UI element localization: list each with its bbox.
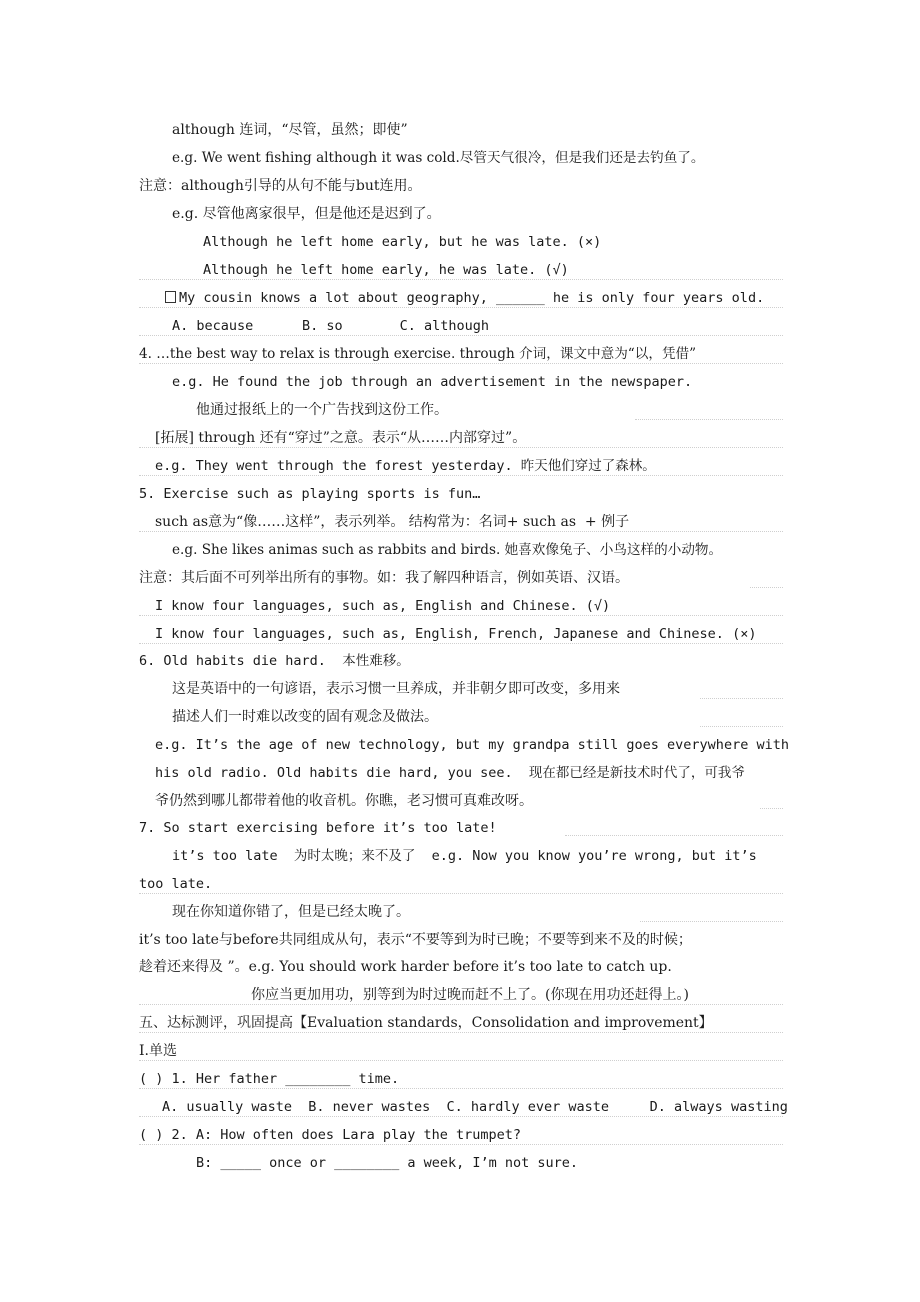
guide-line xyxy=(139,1032,783,1033)
section-6-heading: 6. Old habits die hard. 本性难移。 xyxy=(139,653,410,669)
although-note: 注意：although引导的从句不能与but连用。 xyxy=(139,178,422,194)
too-late-definition: it’s too late 为时太晚；来不及了 e.g. Now you know you’re wrong, but it’s xyxy=(172,848,757,864)
practice-options: A. because B. so C. although xyxy=(172,318,489,334)
such-as-definition: such as意为“像……这样”，表示列举。 结构常为：名词+ such as + 例子 xyxy=(155,514,630,530)
although-example: e.g. We went fishing although it was cold.尽管天气很冷，但是我们还是去钓鱼了。 xyxy=(172,150,705,166)
proverb-example-2: his old radio. Old habits die hard, you see. 现在都已经是新技术时代了，可我爷 xyxy=(155,765,745,781)
before-explanation-2: 趁着还来得及 ”。e.g. You should work harder before it’s too late to catch up. xyxy=(139,959,672,975)
guide-line xyxy=(139,615,783,616)
guide-line xyxy=(139,1116,783,1117)
question-1: ( ) 1. Her father ________ time. xyxy=(139,1071,400,1087)
although-example-2: e.g. 尽管他离家很早，但是他还是迟到了。 xyxy=(172,206,441,222)
checkbox-icon xyxy=(165,291,176,303)
guide-line xyxy=(139,643,783,644)
single-choice-heading: Ⅰ.单选 xyxy=(139,1043,177,1059)
guide-line xyxy=(139,1144,783,1145)
too-late-translation: 现在你知道你错了，但是已经太晚了。 xyxy=(172,904,410,920)
guide-line xyxy=(700,698,783,699)
before-explanation-1: it’s too late与before共同组成从句，表示“不要等到为时已晚；不要等到来不及的时候； xyxy=(139,932,692,948)
guide-line xyxy=(139,1088,783,1089)
practice-question: My cousin knows a lot about geography, ______ he is only four years old. xyxy=(165,289,764,307)
such-as-correct: I know four languages, such as, English and Chinese. (√) xyxy=(155,598,611,614)
such-as-note: 注意：其后面不可列举出所有的事物。如：我了解四种语言，例如英语、汉语。 xyxy=(139,570,629,586)
section-five-heading: 五、达标测评，巩固提高【Evaluation standards，Consolidation and improvement】 xyxy=(139,1015,713,1031)
guide-line xyxy=(139,1060,783,1061)
proverb-explanation-1: 这是英语中的一句谚语，表示习惯一旦养成，并非朝夕即可改变，多用来 xyxy=(172,681,620,697)
question-2-answer-line: B: _____ once or ________ a week, I’m not sure. xyxy=(196,1155,579,1171)
guide-line xyxy=(139,335,783,336)
guide-line xyxy=(139,1004,783,1005)
too-late-example-end: too late. xyxy=(139,876,213,892)
correct-sentence: Although he left home early, he was late. (√) xyxy=(203,262,569,278)
question-1-options: A. usually waste B. never wastes C. hardly ever waste D. always wasting xyxy=(162,1099,788,1115)
guide-line xyxy=(139,475,783,476)
guide-line xyxy=(750,587,783,588)
guide-line xyxy=(139,531,783,532)
guide-line xyxy=(635,419,783,420)
guide-line xyxy=(139,447,783,448)
proverb-example-1: e.g. It’s the age of new technology, but my grandpa still goes everywhere with xyxy=(155,737,789,753)
through-extension: [拓展] through 还有“穿过”之意。表示“从……内部穿过”。 xyxy=(155,430,527,446)
guide-line xyxy=(139,307,783,308)
although-definition: although 连词，“尽管，虽然；即使” xyxy=(172,122,408,138)
guide-line xyxy=(700,726,783,727)
proverb-explanation-2: 描述人们一时难以改变的固有观念及做法。 xyxy=(172,709,438,725)
through-translation: 他通过报纸上的一个广告找到这份工作。 xyxy=(196,402,448,418)
proverb-example-3: 爷仍然到哪儿都带着他的收音机。你瞧，老习惯可真难改呀。 xyxy=(155,793,533,809)
guide-line xyxy=(139,279,783,280)
wrong-sentence: Although he left home early, but he was late. (×) xyxy=(203,234,602,250)
such-as-example: e.g. She likes animas such as rabbits and birds. 她喜欢像兔子、小鸟这样的小动物。 xyxy=(172,542,723,558)
guide-line xyxy=(139,893,783,894)
such-as-wrong: I know four languages, such as, English, French, Japanese and Chinese. (×) xyxy=(155,626,757,642)
through-example: e.g. He found the job through an advertisement in the newspaper. xyxy=(172,374,693,390)
section-4-heading: 4. …the best way to relax is through exercise. through 介词，课文中意为“以，凭借” xyxy=(139,346,697,362)
section-5-heading: 5. Exercise such as playing sports is fun… xyxy=(139,486,481,502)
guide-line xyxy=(139,363,783,364)
question-2: ( ) 2. A: How often does Lara play the trumpet? xyxy=(139,1127,522,1143)
through-example-2: e.g. They went through the forest yesterday. 昨天他们穿过了森林。 xyxy=(155,458,656,474)
guide-line xyxy=(640,921,783,922)
section-7-heading: 7. So start exercising before it’s too late! xyxy=(139,820,497,836)
before-translation: 你应当更加用功，别等到为时过晚而赶不上了。(你现在用功还赶得上。) xyxy=(251,987,689,1003)
guide-line xyxy=(565,835,783,836)
guide-line xyxy=(760,808,783,809)
